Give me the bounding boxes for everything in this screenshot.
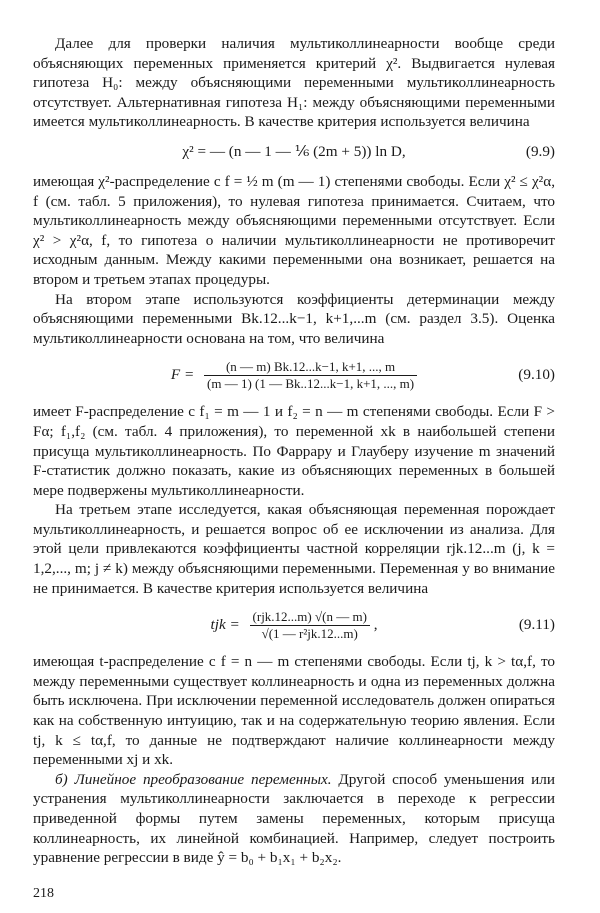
formula-9-11-denominator: √(1 — r²jk.12...m) (261, 626, 358, 642)
formula-9-10-numerator: (n — m) Bk.12...k−1, k+1, ..., m (204, 359, 417, 376)
paragraph-chi-square-test: Далее для проверки наличия мультиколлинеарности вообще среди объясняющих переменных применяется критерий χ². Выдвигается нулевая гипотеза H₀: между объясняющими переменными мультиколлинеарность отсутствует. Альтернативная гипотеза H₁: между объясняющими переменными имеется мультиколлинеарность. В качестве критерия используется величина (33, 35, 555, 131)
formula-9-11-trailing-comma: , (373, 616, 378, 634)
equation-number-9-11: (9.11) (518, 616, 555, 634)
formula-9-10-lhs: F = (170, 366, 195, 384)
paragraph-chi-square-distribution: имеющая χ²-распределение с f = ½ m (m — 1) степенями свободы. Если χ² ≤ χ²α, f (см. табл. 5 приложения), то нулевая гипотеза принимается. Считаем, что мультиколлинеарность между объясняющими переменными отсутствует. Если χ² > χ²α, f, то гипотеза о наличии мультиколлинеарности не противоречит исходным данным. Между какими переменными она возникает, решается на втором и третьем этапах процедуры. (33, 172, 555, 288)
paragraph-linear-transformation-text: Другой способ уменьшения или устранения мультиколлинеарности заключается в переходе к регрессии приведенной формы путем замены переменных, которым присуща коллинеарность, их линейной комбинацией. Например, следует построить уравнение регрессии в виде ŷ = b₀ + b₁x₁ + b₂x₂. (33, 770, 555, 867)
section-label-linear-transformation: б) Линейное преобразование переменных. (55, 770, 332, 788)
equation-number-9-9: (9.9) (525, 142, 555, 160)
formula-9-9 (33, 132, 555, 172)
formula-9-11-numerator: (rjk.12...m) √(n — m) (250, 609, 370, 626)
page-number: 218 (33, 886, 54, 901)
formula-9-10-fraction (204, 359, 417, 392)
formula-9-11-fraction (250, 609, 370, 642)
equation-number-9-10: (9.10) (518, 366, 555, 384)
paragraph-third-stage: На третьем этапе исследуется, какая объясняющая переменная порождает мультиколлинеарность, и решается вопрос об ее исключении из анализа. Для этой цели привлекаются коэффициенты частной корреляции rjk.12...m (j, k = 1,2,..., m; j ≠ k) между объясняющими переменными. Переменная y во внимание не принимается. В качестве критерия используется величина (33, 501, 555, 597)
formula-9-9-expression: χ² = — (n — 1 — ⅙ (2m + 5)) ln D, (182, 142, 406, 160)
formula-9-11 (33, 598, 555, 652)
paragraph-linear-transformation (33, 770, 555, 868)
page-content (33, 34, 555, 868)
paragraph-second-stage: На втором этапе используются коэффициенты детерминации между объясняющими переменными Bk.12...k−1, k+1,...m (см. раздел 3.5). Оценка мультиколлинеарности основана на том, что величина (33, 290, 555, 347)
formula-9-10 (33, 348, 555, 402)
formula-9-11-lhs: tjk = (210, 616, 240, 634)
formula-9-10-denominator: (m — 1) (1 — Bk..12...k−1, k+1, ..., m) (207, 376, 415, 392)
paragraph-t-distribution: имеющая t-распределение с f = n — m степенями свободы. Если tj, k > tα,f, то между переменными существует коллинеарность и одна из переменных должна быть исключена. При исключении переменной исследователь должен опираться как на собственную интуицию, так и на содержательную теорию явления. Если tj, k ≤ tα,f, то данные не подтверждают наличие коллинеарности между переменными xj и xk. (33, 653, 555, 769)
paragraph-f-distribution: имеет F-распределение с f₁ = m — 1 и f₂ = n — m степенями свободы. Если F > Fα; f₁,f₂ (см. табл. 4 приложения), то переменной xk в наибольшей степени присуща мультиколлинеарность. По Фаррару и Глауберу изучение m значений F-статистик должно показать, какие из объясняющих переменных в большей мере подвержены мультиколлинеарности. (33, 403, 555, 499)
